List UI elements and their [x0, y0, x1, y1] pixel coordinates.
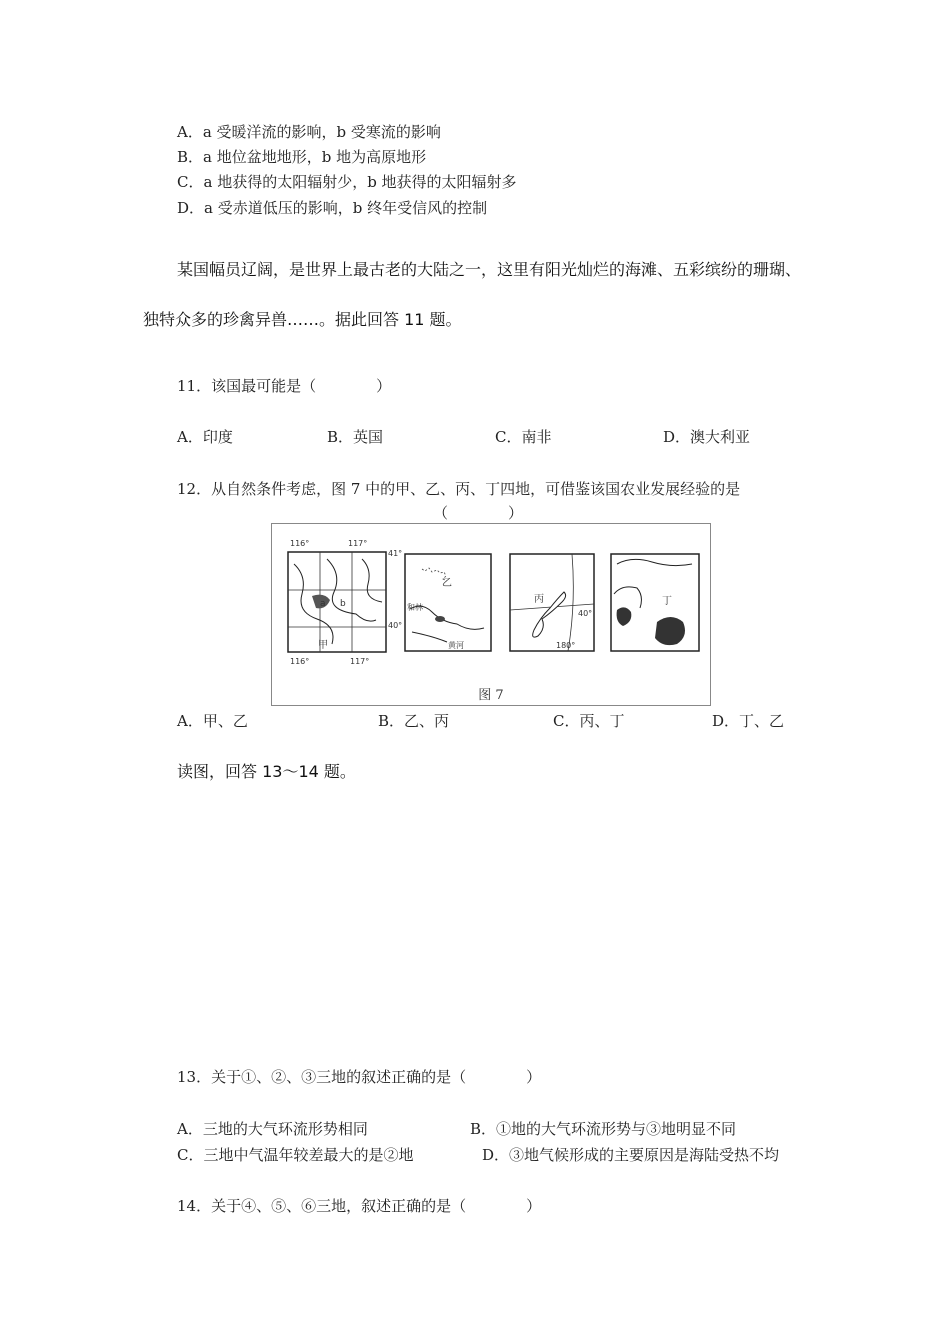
q10-option-d: D．a 受赤道低压的影响，b 终年受信风的控制	[177, 199, 488, 217]
map-jia-lon-top-left: 116°	[290, 539, 310, 548]
q12-option-a: A．甲、乙	[177, 712, 248, 730]
q12-option-c: C．丙、丁	[553, 712, 625, 730]
q13-option-c: C．三地中气温年较差最大的是②地	[177, 1146, 414, 1164]
q11-option-b: B．英国	[327, 428, 384, 446]
map-yi-label: 乙	[442, 578, 452, 589]
map-bing	[510, 554, 594, 651]
q13-stem: 13．关于①、②、③三地的叙述正确的是（ ）	[177, 1068, 542, 1086]
map-yi-bottom-label: 黄河	[448, 641, 464, 650]
passage-line-2: 独特众多的珍禽异兽……。据此回答 11 题。	[143, 310, 462, 329]
figure-7	[271, 523, 711, 706]
q12-stem: 12．从自然条件考虑，图 7 中的甲、乙、丙、丁四地，可借鉴该国农业发展经验的是	[177, 480, 741, 498]
read-figure-instruction: 读图，回答 13～14 题。	[177, 762, 356, 781]
map-yi	[405, 554, 491, 651]
q13-option-a: A．三地的大气环流形势相同	[177, 1120, 368, 1138]
q13-option-b: B．①地的大气环流形势与③地明显不同	[470, 1120, 737, 1138]
q10-option-b: B．a 地位盆地地形，b 地为高原地形	[177, 148, 427, 166]
figure-7-maps	[272, 524, 710, 705]
q11-option-a: A．印度	[177, 428, 233, 446]
map-yi-side-label: 和林	[407, 603, 423, 612]
map-jia-lon-bottom-right: 117°	[350, 657, 370, 666]
figure-caption: 图 7	[478, 688, 504, 703]
q11-option-d: D．澳大利亚	[663, 428, 751, 446]
map-jia-lon-top-right: 117°	[348, 539, 368, 548]
map-ding	[611, 554, 699, 651]
map-ding-label: 丁	[662, 596, 672, 607]
q14-stem: 14．关于④、⑤、⑥三地，叙述正确的是（ ）	[177, 1197, 542, 1215]
map-jia-lat-top: 41°	[388, 549, 403, 558]
passage-line-1: 某国幅员辽阔，是世界上最古老的大陆之一，这里有阳光灿烂的海滩、五彩缤纷的珊瑚、	[177, 260, 802, 279]
map-jia-label: 甲	[318, 640, 328, 651]
q10-option-c: C．a 地获得的太阳辐射少，b 地获得的太阳辐射多	[177, 173, 517, 191]
map-jia-marker-b: b	[340, 599, 346, 609]
map-bing-lat: 40°	[578, 609, 593, 618]
q13-option-d: D．③地气候形成的主要原因是海陆受热不均	[482, 1146, 780, 1164]
q11-option-c: C．南非	[495, 428, 552, 446]
map-jia-lon-bottom-left: 116°	[290, 657, 310, 666]
q10-option-a: A．a 受暖洋流的影响，b 受寒流的影响	[177, 123, 441, 141]
map-jia	[288, 539, 402, 666]
q12-option-d: D．丁、乙	[712, 712, 785, 730]
map-bing-label: 丙	[534, 594, 544, 605]
q11-stem: 11．该国最可能是（ ）	[177, 377, 392, 395]
map-jia-lat-bottom: 40°	[388, 621, 403, 630]
q12-answer-paren: （ ）	[433, 504, 524, 522]
map-bing-lon: 180°	[556, 641, 576, 650]
q12-option-b: B．乙、丙	[378, 712, 450, 730]
map-jia-marker-a: a	[320, 599, 326, 609]
